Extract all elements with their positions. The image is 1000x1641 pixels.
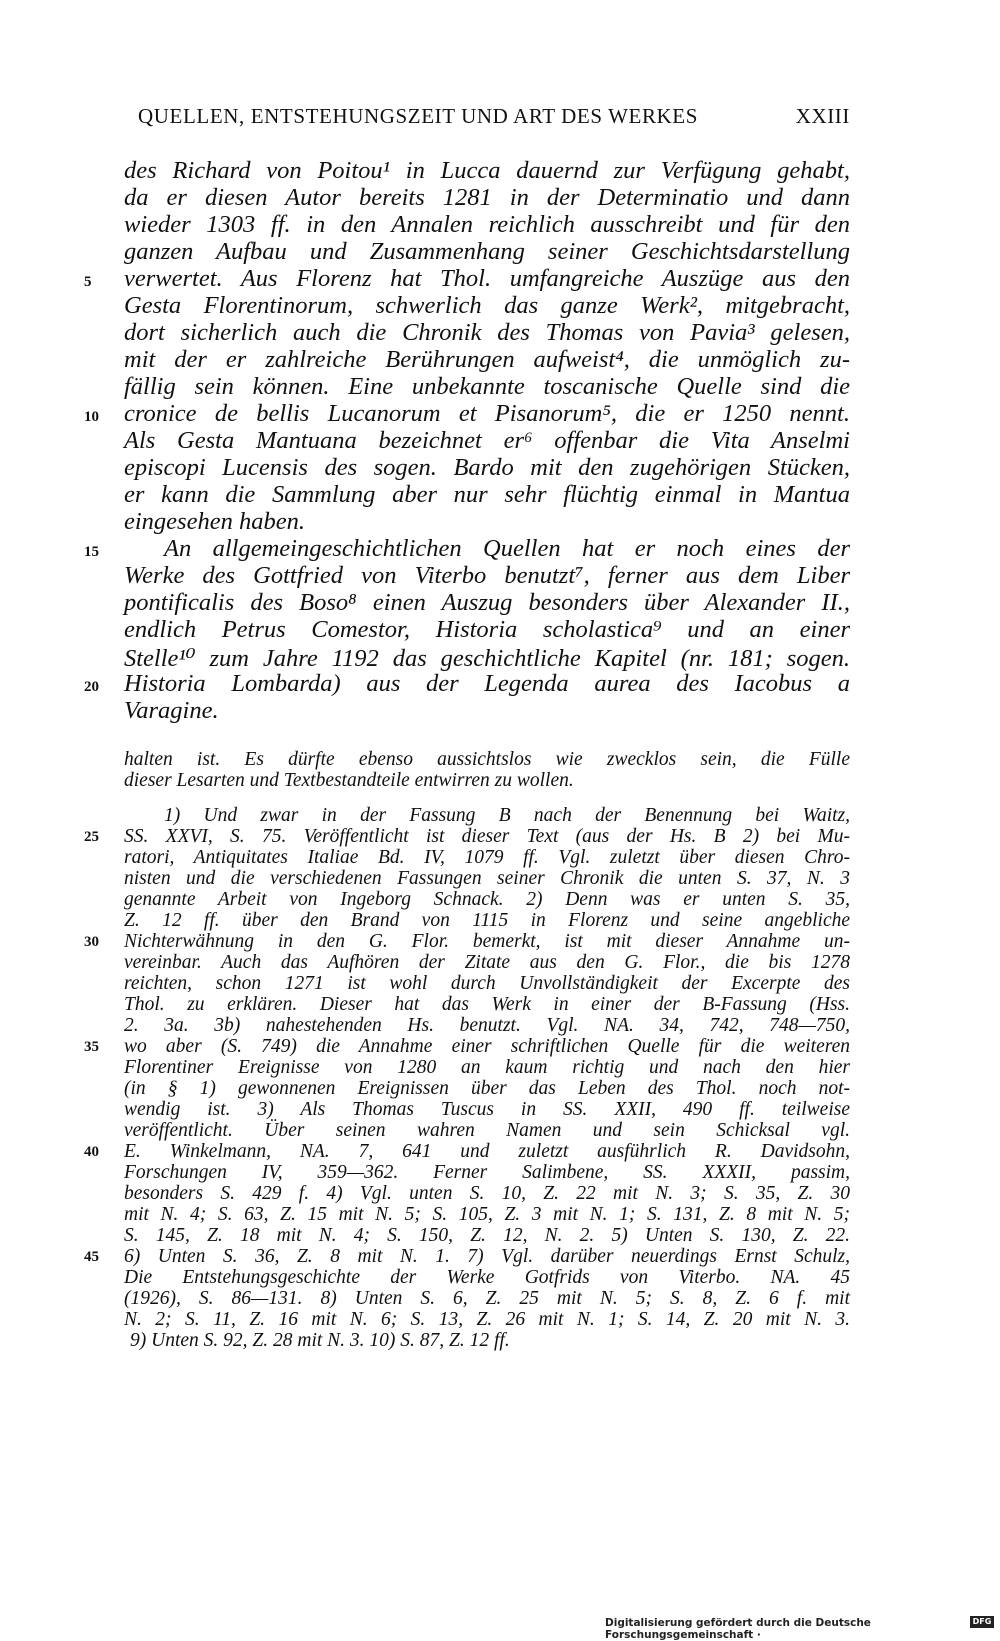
line-number: 35 bbox=[84, 1039, 99, 1055]
text-line: da er diesen Autor bereits 1281 in der Determinatio und dann bbox=[124, 184, 850, 211]
footnote-line: N. 2; S. 11, Z. 16 mit N. 6; S. 13, Z. 26 mit N. 1; S. 14, Z. 20 mit N. 3. bbox=[124, 1309, 850, 1330]
text-line: eingesehen haben. bbox=[124, 508, 305, 535]
text-line: episcopi Lucensis des sogen. Bardo mit den zugehörigen Stücken, bbox=[124, 454, 850, 481]
footnote-line: nisten und die verschiedenen Fassungen seiner Chronik die unten S. 37, N. 3 bbox=[124, 868, 850, 889]
text-line: verwertet. Aus Florenz hat Thol. umfangreiche Auszüge aus den bbox=[124, 265, 850, 292]
footnote-line: Die Entstehungsgeschichte der Werke Gotfrids von Viterbo. NA. 45 bbox=[124, 1267, 850, 1288]
footnote-line: wo aber (S. 749) die Annahme einer schriftlichen Quelle für die weiteren bbox=[124, 1036, 850, 1057]
text-line: Historia Lombarda) aus der Legenda aurea des Iacobus a bbox=[124, 670, 850, 697]
footnote-line: Z. 12 ff. über den Brand von 1115 in Florenz und seine angebliche bbox=[124, 910, 850, 931]
footnote-line: dieser Lesarten und Textbestandteile entwirren zu wollen. bbox=[124, 770, 574, 791]
footnote-line: Florentiner Ereignisse von 1280 an kaum richtig und nach den hier bbox=[124, 1057, 850, 1078]
footnote-line: 1) Und zwar in der Fassung B nach der Benennung bei Waitz, bbox=[164, 805, 850, 826]
line-number: 10 bbox=[84, 409, 99, 425]
footnote-line: veröffentlicht. Über seinen wahren Namen und sein Schicksal vgl. bbox=[124, 1120, 850, 1141]
text-line: des Richard von Poitou¹ in Lucca dauernd zur Verfügung gehabt, bbox=[124, 157, 850, 184]
text-line: An allgemeingeschichtlichen Quellen hat er noch eines der bbox=[164, 535, 850, 562]
footnote-line: ratori, Antiquitates Italiae Bd. IV, 1079 ff. Vgl. zuletzt über diesen Chro- bbox=[124, 847, 850, 868]
footnote-line: Forschungen IV, 359—362. Ferner Salimbene, SS. XXXII, passim, bbox=[124, 1162, 850, 1183]
footnote-line: E. Winkelmann, NA. 7, 641 und zuletzt ausführlich R. Davidsohn, bbox=[124, 1141, 850, 1162]
footnote-line: 6) Unten S. 36, Z. 8 mit N. 1. 7) Vgl. darüber neuerdings Ernst Schulz, bbox=[124, 1246, 850, 1267]
line-number: 25 bbox=[84, 829, 99, 845]
line-number: 15 bbox=[84, 544, 99, 560]
footnote-line: wendig ist. 3) Als Thomas Tuscus in SS. XXII, 490 ff. teilweise bbox=[124, 1099, 850, 1120]
footnote-line: 9) Unten S. 92, Z. 28 mit N. 3. 10) S. 87, Z. 12 ff. bbox=[130, 1330, 510, 1351]
footnote-line: SS. XXVI, S. 75. Veröffentlicht ist dieser Text (aus der Hs. B 2) bei Mu- bbox=[124, 826, 850, 847]
footnote-line: (in § 1) gewonnenen Ereignissen über das Leben des Thol. noch not- bbox=[124, 1078, 850, 1099]
footnote-line: (1926), S. 86—131. 8) Unten S. 6, Z. 25 mit N. 5; S. 8, Z. 6 f. mit bbox=[124, 1288, 850, 1309]
footnote-line: vereinbar. Auch das Aufhören der Zitate aus den G. Flor., die bis 1278 bbox=[124, 952, 850, 973]
text-line: Gesta Florentinorum, schwerlich das ganze Werk², mitgebracht, bbox=[124, 292, 850, 319]
text-line: ganzen Aufbau und Zusammenhang seiner Geschichtsdarstellung bbox=[124, 238, 850, 265]
text-line: wieder 1303 ff. in den Annalen reichlich ausschreibt und für den bbox=[124, 211, 850, 238]
line-number: 20 bbox=[84, 679, 99, 695]
footnote-line: reichten, schon 1271 ist wohl durch Unvollständigkeit der Excerpte des bbox=[124, 973, 850, 994]
line-number: 30 bbox=[84, 934, 99, 950]
text-line: fällig sein können. Eine unbekannte toscanische Quelle sind die bbox=[124, 373, 850, 400]
footnote-line: Thol. zu erklären. Dieser hat das Werk in einer der B-Fassung (Hss. bbox=[124, 994, 850, 1015]
page-number: XXIII bbox=[795, 104, 850, 128]
footnote-line: besonders S. 429 f. 4) Vgl. unten S. 10, Z. 22 mit N. 3; S. 35, Z. 30 bbox=[124, 1183, 850, 1204]
line-number: 5 bbox=[84, 274, 92, 290]
text-line: Stelle¹⁰ zum Jahre 1192 das geschichtliche Kapitel (nr. 181; sogen. bbox=[124, 645, 850, 672]
footnote-line: mit N. 4; S. 63, Z. 15 mit N. 5; S. 105, Z. 3 mit N. 1; S. 131, Z. 8 mit N. 5; bbox=[124, 1204, 850, 1225]
text-line: mit der er zahlreiche Berührungen aufweist⁴, die unmöglich zu- bbox=[124, 346, 850, 373]
running-header bbox=[138, 104, 850, 129]
footnote-line: S. 145, Z. 18 mit N. 4; S. 150, Z. 12, N. 2. 5) Unten S. 130, Z. 22. bbox=[124, 1225, 850, 1246]
footnote-line: halten ist. Es dürfte ebenso aussichtslos wie zwecklos sein, die Fülle bbox=[124, 749, 850, 770]
text-line: Varagine. bbox=[124, 697, 219, 724]
text-line: Als Gesta Mantuana bezeichnet er⁶ offenbar die Vita Anselmi bbox=[124, 427, 850, 454]
line-number: 40 bbox=[84, 1144, 99, 1160]
footnote-line: genannte Arbeit von Ingeborg Schnack. 2) Denn was er unten S. 35, bbox=[124, 889, 850, 910]
dfg-logo: DFG bbox=[970, 1616, 994, 1628]
text-line: Werke des Gottfried von Viterbo benutzt⁷, ferner aus dem Liber bbox=[124, 562, 850, 589]
text-line: cronice de bellis Lucanorum et Pisanorum⁵, die er 1250 nennt. bbox=[124, 400, 850, 427]
footnote-line: 2. 3a. 3b) nahestehenden Hs. benutzt. Vgl. NA. 34, 742, 748—750, bbox=[124, 1015, 850, 1036]
text-line: dort sicherlich auch die Chronik des Thomas von Pavia³ gelesen, bbox=[124, 319, 850, 346]
footnote-line: Nichterwähnung in den G. Flor. bemerkt, ist mit dieser Annahme un- bbox=[124, 931, 850, 952]
text-line: endlich Petrus Comestor, Historia scholastica⁹ und an einer bbox=[124, 616, 850, 643]
text-line: pontificalis des Boso⁸ einen Auszug besonders über Alexander II., bbox=[124, 589, 850, 616]
digitization-credit: Digitalisierung gefördert durch die Deutsche Forschungsgemeinschaft · bbox=[605, 1617, 871, 1641]
text-line: er kann die Sammlung aber nur sehr flüchtig einmal in Mantua bbox=[124, 481, 850, 508]
running-header-title: QUELLEN, ENTSTEHUNGSZEIT UND ART DES WERKES bbox=[138, 104, 699, 128]
line-number: 45 bbox=[84, 1249, 99, 1265]
